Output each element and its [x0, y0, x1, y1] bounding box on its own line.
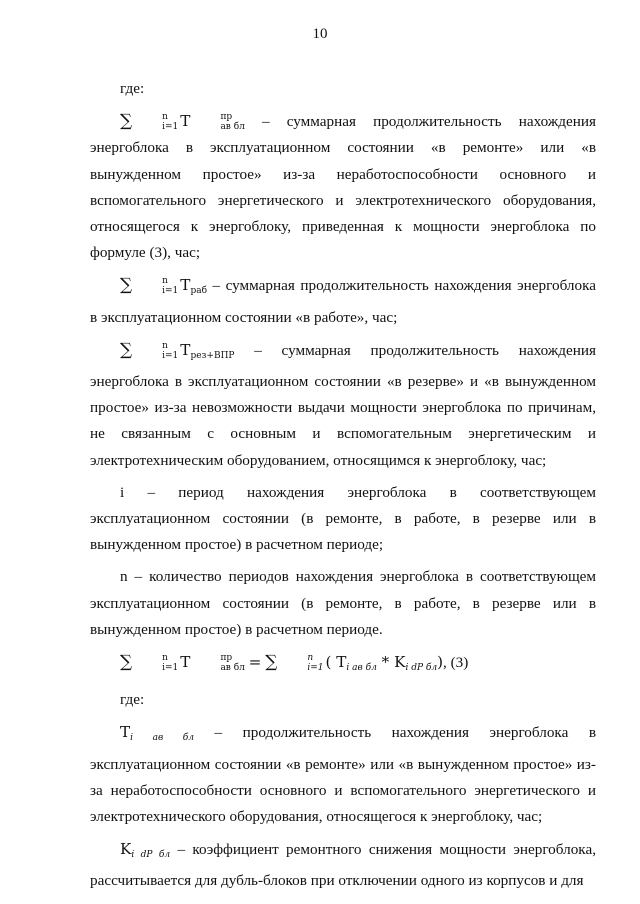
definition-n: n – количество периодов нахождения энергоблока в соответствующем эксплуатационном состоянии (в ремонте, в работе, в резерве или в вынужденном простое) в расчетном периоде.: [90, 568, 596, 638]
definition-i: i – период нахождения энергоблока в соответствующем эксплуатационном состоянии (в ремонте, в работе, в резерве или в вынужденном простое) в расчетном периоде;: [90, 483, 596, 554]
document-body: [90, 76, 596, 895]
definition-sum-T-av-bl: [90, 108, 596, 266]
T-symbol: $T_{рез+ВПР}$: [180, 340, 235, 361]
definition-text: – продолжительность нахождения энергоблока в эксплуатационном состоянии «в ремонте» или «в вынужденном простое» из-за неработоспособности основного и вспомогательного энергетического и электротехнического оборудования, относящегося к энергоблоку, час;: [90, 724, 596, 826]
formula-3: [90, 649, 596, 681]
definition-sum-T-rez-vpr: [90, 337, 596, 474]
T-symbol: $T_{раб}$: [180, 276, 207, 297]
sum-symbol: ∑ n i=1: [120, 111, 179, 133]
where-label-1: где:: [120, 80, 145, 97]
K-symbol: $K_{i dP бл}$: [120, 840, 171, 861]
definition-T-i-av-bl: [90, 719, 596, 830]
sum-symbol: ∑ n i=1: [120, 275, 179, 297]
definition-text: – суммарная продолжительность нахождения энергоблока в эксплуатационном состоянии «в ремонте» или «в вынужденном простое» из-за неработоспособности основного и вспомогательного энергетического и электротехнического оборудования, относящегося к энергоблоку, приведенная к мощности энергоблока по формуле (3), час;: [90, 113, 596, 262]
formula-rhs: ∑ n i=1 ( $T_{i ав бл} * K_{i dP бл}$): [265, 652, 444, 674]
formula-number: , (3): [443, 654, 469, 672]
sum-symbol: ∑ n i=1: [120, 339, 179, 361]
definition-text: – коэффициент ремонтного снижения мощности энергоблока, рассчитывается для дубль-блоков при отключении одного из корпусов и для: [90, 841, 596, 890]
page-number: 10: [312, 26, 328, 42]
definition-text: – суммарная продолжительность нахождения энергоблока в эксплуатационном состоянии «в работе», час;: [90, 277, 596, 326]
definition-text: – суммарная продолжительность нахождения энергоблока в эксплуатационном состоянии «в резерве» и «в вынужденном простое» из-за невозможности выдачи мощности энергоблока по причинам, не связанным с основным и вспомогательным энергетическим и электротехническим оборудованием, относящимся к энергоблоку, час;: [90, 341, 596, 469]
equals-sign: =: [248, 653, 262, 672]
definition-sum-T-rab: [90, 272, 596, 330]
formula-lhs: ∑ n i=1 T пр ав бл: [120, 652, 245, 674]
where-label-2: где:: [120, 691, 145, 709]
T-symbol: $T_{i ав бл}$: [120, 723, 195, 744]
T-symbol: T пр ав бл: [180, 112, 245, 133]
definition-K-i-dP-bl: [90, 836, 596, 894]
